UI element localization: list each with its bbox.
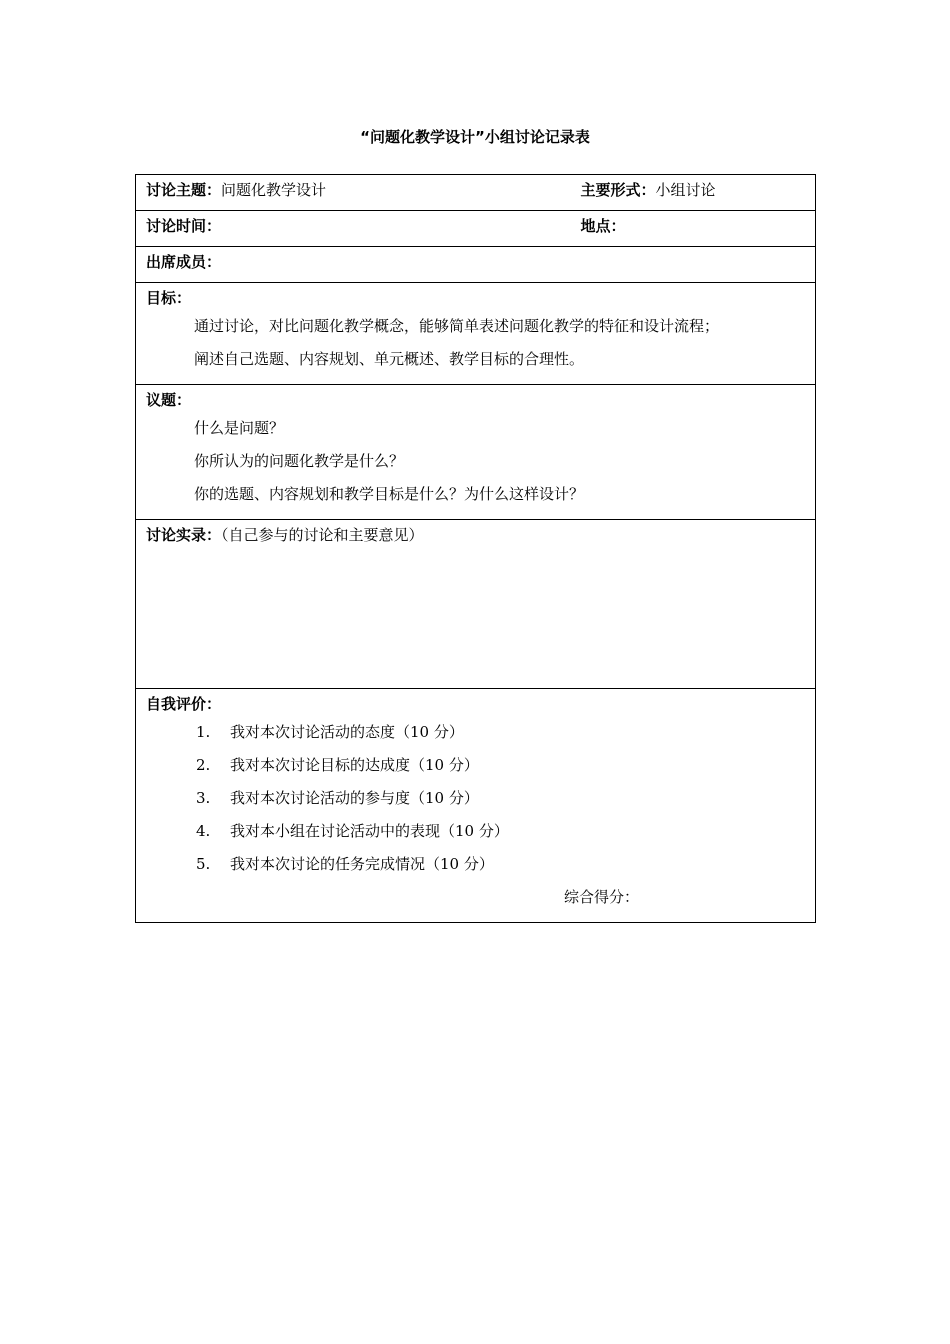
members-row xyxy=(136,247,816,283)
item-number: 3. xyxy=(196,789,211,807)
self-eval-label: 自我评价： xyxy=(146,695,222,713)
item-text: 我对本次讨论的任务完成情况（10 分） xyxy=(230,855,494,873)
goal-row xyxy=(136,283,816,385)
record-row xyxy=(136,520,816,689)
time-row xyxy=(136,211,816,247)
self-eval-item xyxy=(146,815,805,848)
topic-label: 讨论主题： xyxy=(146,181,222,199)
record-note: （自己参与的讨论和主要意见） xyxy=(221,526,424,544)
issue-line-2: 你所认为的问题化教学是什么？ xyxy=(194,452,405,470)
members-cell xyxy=(136,247,816,283)
item-number: 4. xyxy=(196,822,211,840)
self-eval-item xyxy=(146,749,805,782)
form-label: 主要形式： xyxy=(580,181,656,199)
self-eval-item xyxy=(146,848,805,881)
item-text: 我对本次讨论目标的达成度（10 分） xyxy=(230,756,479,774)
item-number: 5. xyxy=(196,855,211,873)
self-eval-item xyxy=(146,716,805,749)
self-eval-row xyxy=(136,689,816,923)
topic-cell xyxy=(136,175,571,211)
time-cell xyxy=(136,211,571,247)
form-cell xyxy=(571,175,816,211)
discussion-record-table xyxy=(135,174,816,923)
time-label: 讨论时间： xyxy=(146,217,222,235)
self-eval-cell xyxy=(136,689,816,923)
issues-cell xyxy=(136,385,816,520)
item-number: 1. xyxy=(196,723,211,741)
total-score[interactable] xyxy=(146,881,805,914)
page-title: “问题化教学设计”小组讨论记录表 xyxy=(360,128,590,146)
item-text: 我对本次讨论活动的态度（10 分） xyxy=(230,723,464,741)
self-eval-item xyxy=(146,782,805,815)
record-label: 讨论实录： xyxy=(146,526,222,544)
topic-row xyxy=(136,175,816,211)
goal-label: 目标： xyxy=(146,289,192,307)
place-cell xyxy=(571,211,816,247)
issue-line-1: 什么是问题？ xyxy=(194,419,285,437)
issue-line-3: 你的选题、内容规划和教学目标是什么？为什么这样设计？ xyxy=(194,485,585,503)
goal-line-2: 阐述自己选题、内容规划、单元概述、教学目标的合理性。 xyxy=(194,350,585,368)
item-text: 我对本次讨论活动的参与度（10 分） xyxy=(230,789,479,807)
record-cell[interactable] xyxy=(136,520,816,689)
total-score-label: 综合得分： xyxy=(564,888,640,906)
issues-label: 议题： xyxy=(146,391,192,409)
goal-line-1: 通过讨论，对比问题化教学概念，能够简单表述问题化教学的特征和设计流程； xyxy=(194,317,720,335)
topic-value[interactable]: 问题化教学设计 xyxy=(221,181,327,199)
issues-row xyxy=(136,385,816,520)
place-label: 地点： xyxy=(580,217,626,235)
item-text: 我对本小组在讨论活动中的表现（10 分） xyxy=(230,822,509,840)
members-label: 出席成员： xyxy=(146,253,222,271)
form-value[interactable]: 小组讨论 xyxy=(655,181,716,199)
goal-cell xyxy=(136,283,816,385)
item-number: 2. xyxy=(196,756,211,774)
